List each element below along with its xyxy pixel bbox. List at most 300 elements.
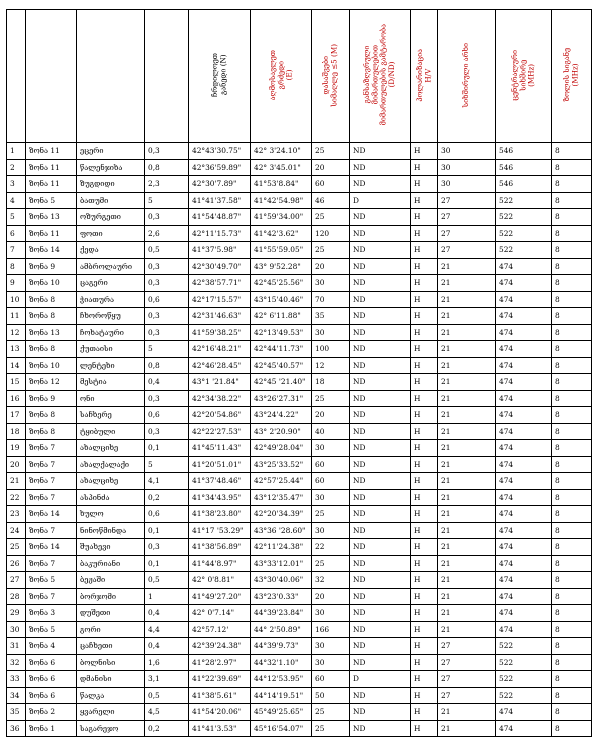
table-cell: 41°38'23.80" (189, 506, 251, 523)
table-cell: 43°1 '21.84" (189, 374, 251, 391)
table-cell: H (411, 258, 438, 275)
table-cell: 8 (552, 588, 592, 605)
table-cell: 21 (7, 473, 26, 490)
table-cell: 25 (7, 539, 26, 556)
table-cell: 25 (312, 143, 350, 160)
frequency-table (6, 9, 592, 737)
table-cell: ND (350, 308, 411, 325)
table-cell: 42°16'48.21" (189, 341, 251, 358)
table-cell: 474 (496, 258, 552, 275)
table-cell: 8 (552, 522, 592, 539)
table-cell: 8 (552, 423, 592, 440)
table-cell: 1 (145, 588, 189, 605)
table-cell: ზონა 8 (26, 423, 77, 440)
table-cell: 0,3 (145, 390, 189, 407)
table-row (7, 291, 592, 308)
table-cell: H (411, 423, 438, 440)
table-cell: 21 (438, 522, 496, 539)
table-cell: ზონა 8 (26, 291, 77, 308)
table-cell: 15 (7, 374, 26, 391)
table-cell: 17 (7, 407, 26, 424)
table-row (7, 473, 592, 490)
table-cell: ზონა 13 (26, 324, 77, 341)
table-cell: 474 (496, 605, 552, 622)
table-cell: შუახევი (77, 539, 145, 556)
table-cell: 0,6 (145, 506, 189, 523)
table-cell: 27 (438, 242, 496, 259)
table-cell: 5 (145, 456, 189, 473)
table-cell: 41°41'3.53" (189, 720, 251, 737)
table-cell: 46 (312, 192, 350, 209)
table-cell: 23 (7, 506, 26, 523)
table-cell: 21 (438, 357, 496, 374)
table-cell: 43°12'35.47" (251, 489, 312, 506)
table-cell: 0,2 (145, 489, 189, 506)
table-cell: 41°17 '53.29" (189, 522, 251, 539)
table-cell: 0,1 (145, 522, 189, 539)
table-cell: 42° 6'11.88" (251, 308, 312, 325)
column-header-1 (26, 10, 77, 143)
table-cell: 21 (438, 258, 496, 275)
table-cell: 8 (552, 638, 592, 655)
table-row (7, 143, 592, 160)
table-cell: ცაგერი (77, 275, 145, 292)
table-cell: ND (350, 720, 411, 737)
table-cell: ზონა 3 (26, 605, 77, 622)
table-cell: 4,4 (145, 621, 189, 638)
table-cell: 0,2 (145, 720, 189, 737)
table-cell: 25 (312, 209, 350, 226)
table-cell: 41°28'2.97" (189, 654, 251, 671)
table-cell: 8 (552, 374, 592, 391)
table-cell: 0,4 (145, 605, 189, 622)
table-cell: 2,6 (145, 225, 189, 242)
table-cell: 474 (496, 423, 552, 440)
table-cell: D (350, 671, 411, 688)
table-cell: 0,1 (145, 555, 189, 572)
table-row (7, 605, 592, 622)
table-cell: 10 (7, 291, 26, 308)
table-cell: 8 (552, 357, 592, 374)
table-cell: ოზურგეთი (77, 209, 145, 226)
table-cell: 25 (312, 242, 350, 259)
table-cell: ზონა 5 (26, 572, 77, 589)
table-cell: ND (350, 143, 411, 160)
table-cell: 30 (312, 654, 350, 671)
table-cell: H (411, 324, 438, 341)
table-cell: 522 (496, 638, 552, 655)
table-cell: 32 (7, 654, 26, 671)
table-cell: 21 (438, 390, 496, 407)
table-cell: H (411, 407, 438, 424)
table-cell: 0,5 (145, 572, 189, 589)
table-cell: 474 (496, 704, 552, 721)
table-cell: 27 (438, 209, 496, 226)
table-cell: 21 (438, 572, 496, 589)
table-cell: 43°23'0.33" (251, 588, 312, 605)
table-cell: 9 (7, 275, 26, 292)
table-cell: 2 (7, 159, 26, 176)
table-cell: 1,6 (145, 654, 189, 671)
table-cell: 25 (312, 704, 350, 721)
table-cell: 42°45 '21.40" (251, 374, 312, 391)
table-cell: ზონა 11 (26, 143, 77, 160)
table-cell: 20 (312, 588, 350, 605)
table-cell: H (411, 341, 438, 358)
table-cell: ND (350, 621, 411, 638)
table-cell: 0,3 (145, 209, 189, 226)
table-cell: 8 (552, 308, 592, 325)
table-cell: ბაკურიანი (77, 555, 145, 572)
table-cell: ლენტეხი (77, 357, 145, 374)
table-cell: ზონა 11 (26, 159, 77, 176)
table-cell: 42°17'15.57" (189, 291, 251, 308)
table-header-row (7, 10, 592, 143)
table-cell: 474 (496, 275, 552, 292)
table-cell: 8 (552, 572, 592, 589)
table-cell: ახალციხე (77, 473, 145, 490)
table-cell: 42°36'59.89" (189, 159, 251, 176)
table-cell: ND (350, 374, 411, 391)
column-header-label: დასაშვები სიმაღლე ≤5 (M) (321, 43, 339, 107)
table-cell: 18 (312, 374, 350, 391)
table-cell: 474 (496, 357, 552, 374)
table-cell: 0,3 (145, 308, 189, 325)
table-cell: 42°13'49.53" (251, 324, 312, 341)
table-row (7, 555, 592, 572)
table-cell: ND (350, 440, 411, 457)
table-cell: საჩხერე (77, 407, 145, 424)
table-cell: 522 (496, 192, 552, 209)
table-cell: 21 (438, 720, 496, 737)
table-cell: ზონა 7 (26, 522, 77, 539)
table-cell: ND (350, 456, 411, 473)
table-cell: 21 (438, 539, 496, 556)
table-cell: 0,3 (145, 275, 189, 292)
table-cell: 40 (312, 423, 350, 440)
table-cell: 21 (438, 275, 496, 292)
table-cell: 41°54'48.87" (189, 209, 251, 226)
table-cell: 27 (438, 192, 496, 209)
table-cell: 474 (496, 555, 552, 572)
table-cell: 27 (438, 671, 496, 688)
table-cell: 0,3 (145, 324, 189, 341)
table-cell: 25 (312, 720, 350, 737)
table-cell: წალკა (77, 687, 145, 704)
table-cell: 42°43'30.75" (189, 143, 251, 160)
table-cell: ბათუმი (77, 192, 145, 209)
table-cell: 30 (312, 489, 350, 506)
table-cell: 21 (438, 506, 496, 523)
table-cell: 44°32'1.10" (251, 654, 312, 671)
table-cell: 14 (7, 357, 26, 374)
table-cell: 70 (312, 291, 350, 308)
table-cell: 8 (552, 654, 592, 671)
table-cell: 35 (7, 704, 26, 721)
table-cell: ზუგდიდი (77, 176, 145, 193)
column-header-6 (312, 10, 350, 143)
table-cell: 43°25'33.52" (251, 456, 312, 473)
table-cell: 33 (7, 671, 26, 688)
table-cell: ყვარელი (77, 704, 145, 721)
table-cell: 474 (496, 539, 552, 556)
table-cell: 42°57.12' (189, 621, 251, 638)
table-cell: ND (350, 687, 411, 704)
table-cell: 16 (7, 390, 26, 407)
column-header-label: ზოლის სიგანე (MHz) (562, 48, 580, 102)
table-cell: H (411, 242, 438, 259)
table-cell: H (411, 209, 438, 226)
table-cell: 43°36 '28.60" (251, 522, 312, 539)
table-cell: 30 (438, 176, 496, 193)
table-body (7, 143, 592, 737)
column-header-11 (552, 10, 592, 143)
table-cell: ნინოწმინდა (77, 522, 145, 539)
table-cell: ND (350, 258, 411, 275)
table-cell: 474 (496, 522, 552, 539)
table-cell: 21 (438, 489, 496, 506)
table-cell: 30 (7, 621, 26, 638)
table-cell: 522 (496, 671, 552, 688)
table-cell: 8 (552, 324, 592, 341)
table-cell: 522 (496, 209, 552, 226)
table-row (7, 539, 592, 556)
table-row (7, 225, 592, 242)
table-cell: 41°44'8.97" (189, 555, 251, 572)
table-cell: H (411, 374, 438, 391)
table-cell: 18 (7, 423, 26, 440)
table-cell: 28 (7, 588, 26, 605)
table-cell: 41°41'37.58" (189, 192, 251, 209)
table-cell: ND (350, 522, 411, 539)
table-cell: 19 (7, 440, 26, 457)
column-header-label: ცენტრალური სიხშირე (MHz) (510, 49, 536, 101)
column-header-3 (145, 10, 189, 143)
column-header-9 (438, 10, 496, 143)
table-row (7, 704, 592, 721)
table-cell: 21 (438, 555, 496, 572)
table-cell: 8 (552, 621, 592, 638)
table-cell: 30 (312, 605, 350, 622)
table-cell: 474 (496, 324, 552, 341)
column-header-5 (251, 10, 312, 143)
table-cell: 474 (496, 308, 552, 325)
table-cell: 41°38'5.61" (189, 687, 251, 704)
table-cell: H (411, 159, 438, 176)
table-cell: 44°12'53.95" (251, 671, 312, 688)
table-cell: H (411, 489, 438, 506)
table-cell: ND (350, 506, 411, 523)
table-row (7, 242, 592, 259)
table-cell: 27 (438, 687, 496, 704)
table-cell: ხულო (77, 506, 145, 523)
table-cell: 8 (552, 506, 592, 523)
table-cell: ცაჩხეთი (77, 638, 145, 655)
table-cell: 474 (496, 407, 552, 424)
table-cell: 42° 3'24.10" (251, 143, 312, 160)
table-cell: ფოთი (77, 225, 145, 242)
table-cell: H (411, 588, 438, 605)
table-cell: ზონა 13 (26, 209, 77, 226)
table-cell: H (411, 275, 438, 292)
table-cell: ზონა 6 (26, 687, 77, 704)
table-cell: 0,5 (145, 687, 189, 704)
table-row (7, 209, 592, 226)
table-cell: ზონა 10 (26, 357, 77, 374)
table-cell: 41°55'59.05" (251, 242, 312, 259)
table-cell: ზონა 5 (26, 621, 77, 638)
table-cell: 546 (496, 159, 552, 176)
table-cell: 41°54'20.06" (189, 704, 251, 721)
table-cell: ზონა 10 (26, 275, 77, 292)
table-cell: ქედა (77, 242, 145, 259)
table-cell: 22 (7, 489, 26, 506)
table-cell: H (411, 390, 438, 407)
table-cell: ზონა 14 (26, 506, 77, 523)
table-cell: ND (350, 489, 411, 506)
table-cell: 2,3 (145, 176, 189, 193)
table-row (7, 621, 592, 638)
table-cell: 0,3 (145, 143, 189, 160)
table-cell: 25 (312, 390, 350, 407)
table-row (7, 341, 592, 358)
column-header-label: განსაზღვრული მიმართულებით მიმართულების გამტარობა (D/ND) (362, 24, 397, 126)
table-cell: ND (350, 572, 411, 589)
table-cell: H (411, 291, 438, 308)
table-row (7, 638, 592, 655)
table-row (7, 324, 592, 341)
table-cell: 21 (438, 308, 496, 325)
table-cell: 474 (496, 456, 552, 473)
table-row (7, 687, 592, 704)
table-cell: 30 (312, 522, 350, 539)
table-row (7, 440, 592, 457)
table-cell: 30 (312, 275, 350, 292)
table-cell: 42°44'11.73" (251, 341, 312, 358)
table-cell: 546 (496, 143, 552, 160)
table-cell: 3,1 (145, 671, 189, 688)
table-cell: 42°20'34.39" (251, 506, 312, 523)
table-cell: ND (350, 341, 411, 358)
column-header-7 (350, 10, 411, 143)
table-cell: 43°26'27.31" (251, 390, 312, 407)
table-cell: 42°30'7.89" (189, 176, 251, 193)
table-cell: 43° 9'52.28" (251, 258, 312, 275)
table-cell: 44°14'19.51" (251, 687, 312, 704)
table-cell: H (411, 357, 438, 374)
table-cell: 25 (312, 506, 350, 523)
table-row (7, 489, 592, 506)
table-cell: ზონა 11 (26, 176, 77, 193)
table-cell: 8 (552, 489, 592, 506)
table-cell: 21 (438, 621, 496, 638)
table-cell: 8 (552, 258, 592, 275)
table-cell: 7 (7, 242, 26, 259)
table-cell: 41°53'8.84" (251, 176, 312, 193)
table-cell: 50 (312, 687, 350, 704)
table-cell: 3 (7, 176, 26, 193)
table-cell: 43°24'4.22" (251, 407, 312, 424)
table-cell: ონი (77, 390, 145, 407)
table-cell: 8 (552, 143, 592, 160)
table-cell: 21 (438, 473, 496, 490)
table-cell: 36 (7, 720, 26, 737)
table-cell: 30 (438, 143, 496, 160)
table-row (7, 407, 592, 424)
table-row (7, 176, 592, 193)
table-cell: 8 (552, 341, 592, 358)
table-cell: 41°49'27.20" (189, 588, 251, 605)
table-cell: H (411, 539, 438, 556)
table-cell: 42°11'15.73" (189, 225, 251, 242)
table-cell: ND (350, 225, 411, 242)
table-cell: 42°22'27.53" (189, 423, 251, 440)
table-cell: 26 (7, 555, 26, 572)
column-header-8 (411, 10, 438, 143)
table-cell: ND (350, 209, 411, 226)
table-cell: 21 (438, 440, 496, 457)
table-cell: 42°46'28.45" (189, 357, 251, 374)
table-cell: ND (350, 423, 411, 440)
table-row (7, 258, 592, 275)
table-cell: ND (350, 275, 411, 292)
table-cell: 474 (496, 390, 552, 407)
table-cell: ქუთაისი (77, 341, 145, 358)
table-cell: მესტია (77, 374, 145, 391)
table-cell: 60 (312, 473, 350, 490)
table-row (7, 506, 592, 523)
table-cell: 8 (552, 473, 592, 490)
table-cell: 8 (7, 258, 26, 275)
table-cell: ზონა 7 (26, 555, 77, 572)
table-cell: 22 (312, 539, 350, 556)
table-cell: 41°37'48.46" (189, 473, 251, 490)
table-cell: 27 (438, 225, 496, 242)
table-cell: 21 (438, 341, 496, 358)
table-cell: ზონა 7 (26, 588, 77, 605)
table-cell: 8 (552, 159, 592, 176)
table-cell: ასპინძა (77, 489, 145, 506)
table-cell: 12 (312, 357, 350, 374)
table-cell: H (411, 671, 438, 688)
table-cell: 21 (438, 407, 496, 424)
table-cell: ND (350, 324, 411, 341)
table-cell: 8 (552, 209, 592, 226)
table-cell: H (411, 143, 438, 160)
table-row (7, 456, 592, 473)
table-cell: 20 (312, 159, 350, 176)
table-cell: 41°42'54.98" (251, 192, 312, 209)
table-cell: 8 (552, 407, 592, 424)
table-cell: 474 (496, 374, 552, 391)
table-cell: ზონა 8 (26, 341, 77, 358)
table-cell: 12 (7, 324, 26, 341)
table-cell: H (411, 456, 438, 473)
table-row (7, 357, 592, 374)
column-header-4 (189, 10, 251, 143)
table-cell: ND (350, 473, 411, 490)
table-cell: ზონა 9 (26, 390, 77, 407)
table-cell: 30 (438, 159, 496, 176)
table-cell: 0,3 (145, 539, 189, 556)
table-cell: 21 (438, 423, 496, 440)
table-cell: ზონა 7 (26, 456, 77, 473)
table-cell: 21 (438, 704, 496, 721)
table-cell: H (411, 440, 438, 457)
table-cell: დმანისი (77, 671, 145, 688)
table-cell: 0,8 (145, 357, 189, 374)
column-header-10 (496, 10, 552, 143)
